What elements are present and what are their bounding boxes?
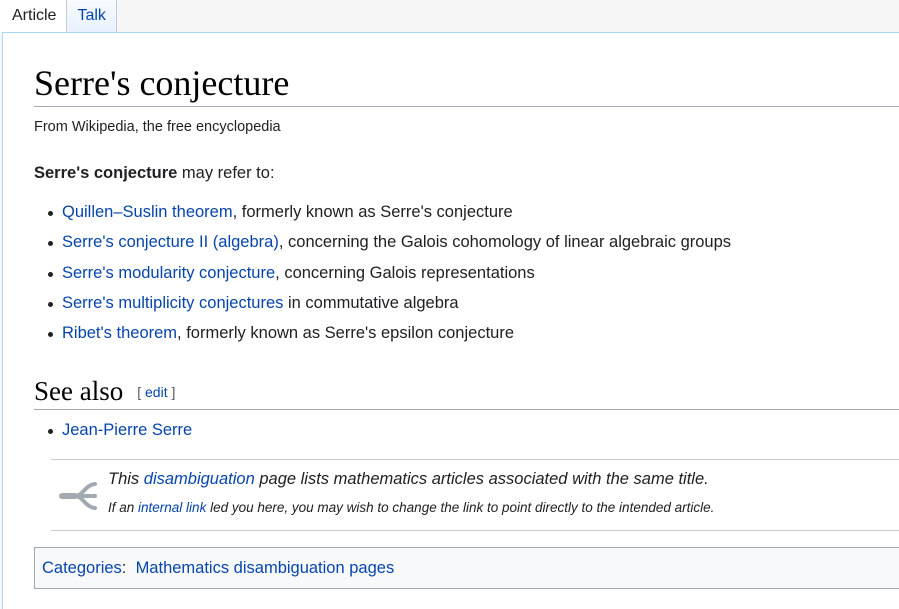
list-item (48, 419, 192, 441)
edit-bracket-open: [ (137, 384, 146, 400)
intro-bold-term: Serre's conjecture (34, 164, 178, 182)
disambiguation-notice (51, 459, 899, 531)
notice-text: This (108, 470, 144, 488)
list-item (48, 262, 731, 292)
intro-text: may refer to: (177, 164, 275, 182)
list-item-link[interactable]: Serre's conjecture II (algebra) (62, 233, 279, 252)
list-item-link[interactable]: Serre's modularity conjecture (62, 263, 276, 282)
edit-section (137, 384, 175, 400)
disambiguation-list (48, 201, 731, 352)
notice-text: led you here, you may wish to change the link to point directly to the intended article. (206, 500, 715, 515)
category-item-link[interactable]: Mathematics disambiguation pages (135, 559, 395, 577)
notice-text-main (108, 470, 709, 489)
notice-text-sub (108, 500, 714, 515)
tab-article[interactable]: Article (0, 0, 67, 32)
notice-text: If an (108, 500, 139, 515)
categories-link[interactable]: Categories (42, 559, 122, 577)
see-also-heading (34, 375, 899, 410)
list-item-description: , concerning the Galois cohomology of linear algebraic groups (278, 233, 732, 252)
list-item (48, 231, 731, 261)
page-title: Serre's conjecture (34, 61, 899, 107)
internal-link-link[interactable]: internal link (138, 500, 207, 515)
list-item-description: , concerning Galois representations (275, 263, 535, 282)
disambiguation-link[interactable]: disambiguation (143, 470, 255, 488)
list-item-link[interactable]: Ribet's theorem (62, 324, 178, 343)
tab-talk[interactable]: Talk (67, 0, 116, 32)
category-links (34, 547, 899, 589)
list-item-link[interactable]: Quillen–Suslin theorem (62, 203, 233, 221)
edit-bracket-close: ] (167, 384, 176, 400)
list-item-description: , formerly known as Serre's epsilon conjecture (177, 324, 515, 343)
categories-separator: : (121, 559, 127, 577)
see-also-link[interactable]: Jean-Pierre Serre (62, 421, 193, 439)
see-also-title: See also (34, 376, 124, 406)
list-item-description: , formerly known as Serre's conjecture (232, 203, 513, 221)
list-item (48, 201, 731, 231)
disambiguation-icon (59, 476, 99, 510)
list-item-link[interactable]: Serre's multiplicity conjectures (62, 293, 284, 312)
page-tabs (0, 0, 117, 33)
content-panel (2, 32, 899, 609)
notice-text: page lists mathematics articles associated with the same title. (254, 470, 709, 488)
intro-paragraph (34, 164, 275, 183)
site-tagline: From Wikipedia, the free encyclopedia (34, 119, 281, 135)
list-item-description: in commutative algebra (283, 293, 459, 312)
see-also-list (48, 419, 192, 441)
list-item (48, 322, 731, 352)
edit-section-link[interactable]: edit (145, 384, 168, 400)
list-item (48, 292, 731, 322)
